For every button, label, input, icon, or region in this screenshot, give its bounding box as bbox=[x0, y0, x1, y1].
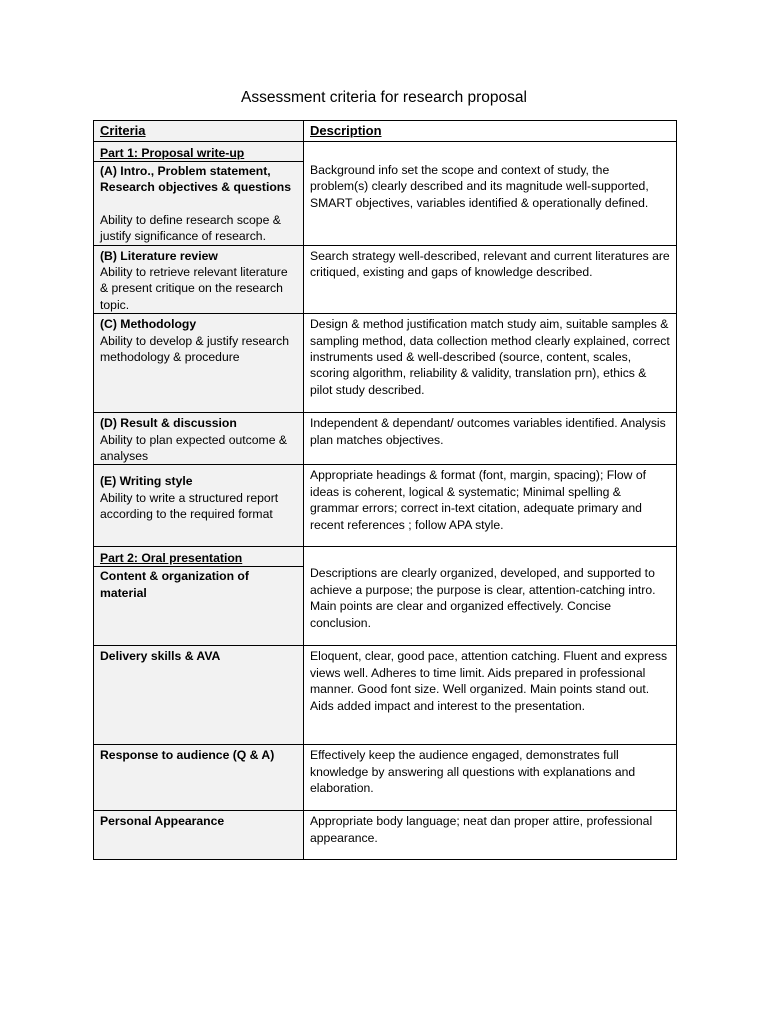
criteria-title: (C) Methodology bbox=[100, 317, 197, 332]
criteria-detail: Ability to retrieve relevant literature & present critique on the research topic. bbox=[100, 265, 288, 312]
criteria-cell bbox=[94, 413, 304, 465]
table-row bbox=[94, 142, 677, 246]
criteria-title: Personal Appearance bbox=[100, 814, 225, 829]
assessment-criteria-table bbox=[93, 120, 677, 860]
description-cell: Independent & dependant/ outcomes variables identified. Analysis plan matches objectives. bbox=[304, 413, 677, 465]
table-row bbox=[94, 646, 677, 745]
description-cell: Effectively keep the audience engaged, demonstrates full knowledge by answering all questions with explanations and elaboration. bbox=[304, 745, 677, 811]
description-cell: Eloquent, clear, good pace, attention catching. Fluent and express views well. Adheres to time limit. Aids prepared in professional manner. Good font size. Well organized. Main points stand out. Aids added impact and interest to the presentation. bbox=[304, 646, 677, 745]
criteria-cell bbox=[94, 314, 304, 413]
criteria-title: Content & organization of material bbox=[100, 569, 249, 600]
table-row bbox=[94, 811, 677, 860]
table-row bbox=[94, 245, 677, 314]
criteria-detail: Ability to write a structured report according to the required format bbox=[100, 490, 279, 522]
table-row bbox=[94, 547, 677, 646]
description-cell: Appropriate body language; neat dan proper attire, professional appearance. bbox=[304, 811, 677, 860]
table-row bbox=[94, 745, 677, 811]
description-cell: Search strategy well-described, relevant and current literatures are critiqued, existing and gaps of knowledge described. bbox=[304, 245, 677, 314]
page-title: Assessment criteria for research proposal bbox=[240, 89, 527, 106]
criteria-title: (A) Intro., Problem statement, Research objectives & questions bbox=[100, 164, 292, 195]
table-row bbox=[94, 413, 677, 465]
description-cell: Descriptions are clearly organized, developed, and supported to achieve a purpose; the purpose is clear, attention-catching intro. Main points are clear and organized effectively. Concise conclusion. bbox=[304, 547, 677, 646]
criteria-detail: Ability to develop & justify research methodology & procedure bbox=[100, 333, 289, 365]
criteria-detail: Ability to define research scope & justify significance of research. bbox=[100, 212, 281, 244]
description-cell: Appropriate headings & format (font, margin, spacing); Flow of ideas is coherent, logical & systematic; Minimal spelling & grammar errors; correct in-text citation, adequate primary and recent references ; follow APA style. bbox=[304, 465, 677, 547]
criteria-detail: Ability to plan expected outcome & analyses bbox=[100, 432, 287, 464]
criteria-cell bbox=[94, 646, 304, 745]
description-cell: Background info set the scope and context of study, the problem(s) clearly described and its magnitude well-supported, SMART objectives, variables identified & operationally defined. bbox=[304, 142, 677, 246]
criteria-title: (E) Writing style bbox=[100, 474, 193, 489]
criteria-cell bbox=[94, 811, 304, 860]
criteria-title: Delivery skills & AVA bbox=[100, 649, 221, 664]
part2-label: Part 2: Oral presentation bbox=[94, 547, 303, 567]
criteria-title: (B) Literature review bbox=[100, 248, 218, 263]
criteria-title: (D) Result & discussion bbox=[100, 416, 237, 431]
criteria-column-header: Criteria bbox=[94, 121, 304, 142]
description-cell: Design & method justification match study aim, suitable samples & sampling method, data collection method clearly explained, correct instruments used & well-described (source, content, scales, scoring algorithm, reliability & validity, translation prn), ethics & pilot study described. bbox=[304, 314, 677, 413]
part1-label: Part 1: Proposal write-up bbox=[94, 142, 303, 162]
criteria-cell bbox=[94, 245, 304, 314]
description-column-header: Description bbox=[304, 121, 677, 142]
criteria-title: Response to audience (Q & A) bbox=[100, 748, 275, 763]
criteria-cell bbox=[94, 142, 304, 246]
criteria-cell bbox=[94, 465, 304, 547]
table-row bbox=[94, 314, 677, 413]
criteria-cell bbox=[94, 547, 304, 646]
table-row bbox=[94, 465, 677, 547]
criteria-cell bbox=[94, 745, 304, 811]
table-header-row bbox=[94, 121, 677, 142]
